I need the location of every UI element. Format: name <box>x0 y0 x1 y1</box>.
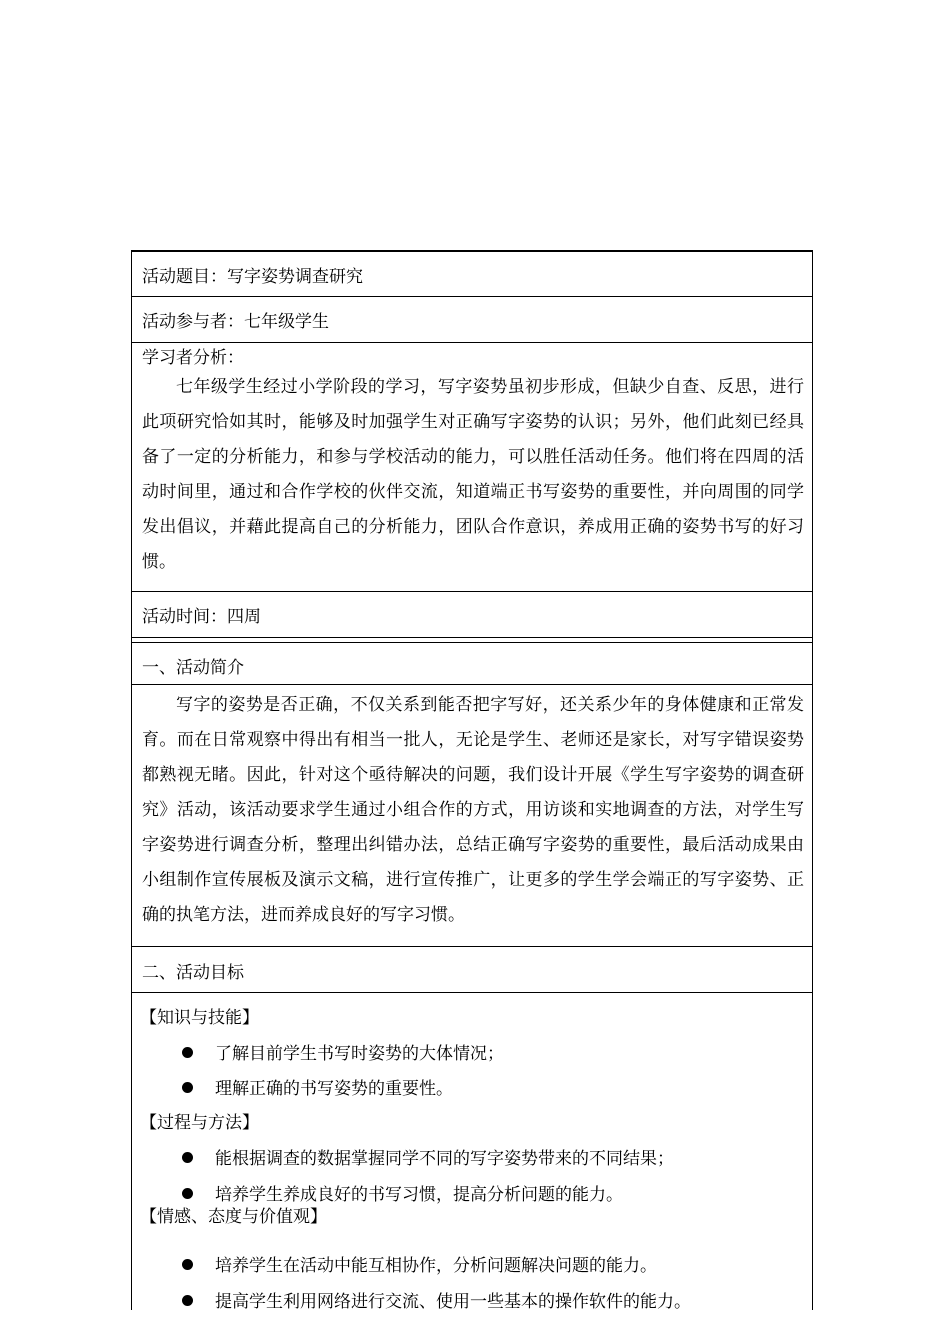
activity-time: 活动时间：四周 <box>142 607 261 627</box>
learner-analysis-heading: 学习者分析： <box>142 348 244 368</box>
knowledge-item: 了解目前学生书写时姿势的大体情况； <box>182 1039 504 1064</box>
intro-section-title: 一、活动简介 <box>142 658 244 678</box>
goals-section-title: 二、活动目标 <box>142 963 244 983</box>
intro-text: 写字的姿势是否正确，不仅关系到能否把字写好，还关系少年的身体健康和正常发育。而在日常观察中得出有相当一批人，无论是学生、老师还是家长，对写字错误姿势都熟视无睹。因此，针对这个亟待解决的问题，我们设计开展《学生写字姿势的调查研究》活动，该活动要求学生通过小组合作的方式，用访谈和实地调查的方法，对学生写字姿势进行调查分析，整理出纠错办法，总结正确写字姿势的重要性，最后活动成果由小组制作宣传展板及演示文稿，进行宣传推广，让更多的学生学会端正的写字姿势、正确的执笔方法，进而养成良好的写字习惯。 <box>142 695 804 925</box>
emotion-item: 提高学生利用网络进行交流、使用一些基本的操作软件的能力。 <box>182 1287 691 1312</box>
learner-analysis-text: 七年级学生经过小学阶段的学习，写字姿势虽初步形成，但缺少自查、反思，进行此项研究恰如其时，能够及时加强学生对正确写字姿势的认识；另外，他们此刻已经具备了一定的分析能力，和参与学校活动的能力，可以胜任活动任务。他们将在四周的活动时间里，通过和合作学校的伙伴交流，知道端正书写姿势的重要性，并向周围的同学发出倡议，并藉此提高自己的分析能力，团队合作意识，养成用正确的姿势书写的好习惯。 <box>142 377 804 572</box>
bullet-icon <box>182 1152 193 1163</box>
participants-row <box>132 296 812 342</box>
knowledge-item: 理解正确的书写姿势的重要性。 <box>182 1074 453 1099</box>
bullet-icon <box>182 1082 193 1093</box>
activity-topic: 活动题目：写字姿势调查研究 <box>142 267 363 287</box>
bullet-icon <box>182 1188 193 1199</box>
goals-content-row <box>132 992 812 1310</box>
intro-text-row <box>132 684 812 946</box>
bullet-icon <box>182 1047 193 1058</box>
knowledge-heading: 【知识与技能】 <box>140 1008 259 1028</box>
process-item: 培养学生养成良好的书写习惯，提高分析问题的能力。 <box>182 1180 623 1205</box>
process-item: 能根据调查的数据掌握同学不同的写字姿势带来的不同结果； <box>182 1144 674 1169</box>
learner-analysis-row <box>132 342 812 591</box>
activity-participants: 活动参与者：七年级学生 <box>142 312 329 332</box>
bullet-icon <box>182 1295 193 1306</box>
intro-title-row <box>132 642 812 684</box>
goals-title-row <box>132 946 812 992</box>
time-row <box>132 591 812 638</box>
process-heading: 【过程与方法】 <box>140 1113 259 1133</box>
emotion-heading: 【情感、态度与价值观】 <box>140 1207 327 1227</box>
lesson-plan-table <box>131 250 813 1310</box>
topic-row <box>132 252 812 296</box>
emotion-item: 培养学生在活动中能互相协作，分析问题解决问题的能力。 <box>182 1251 657 1276</box>
bullet-icon <box>182 1259 193 1270</box>
